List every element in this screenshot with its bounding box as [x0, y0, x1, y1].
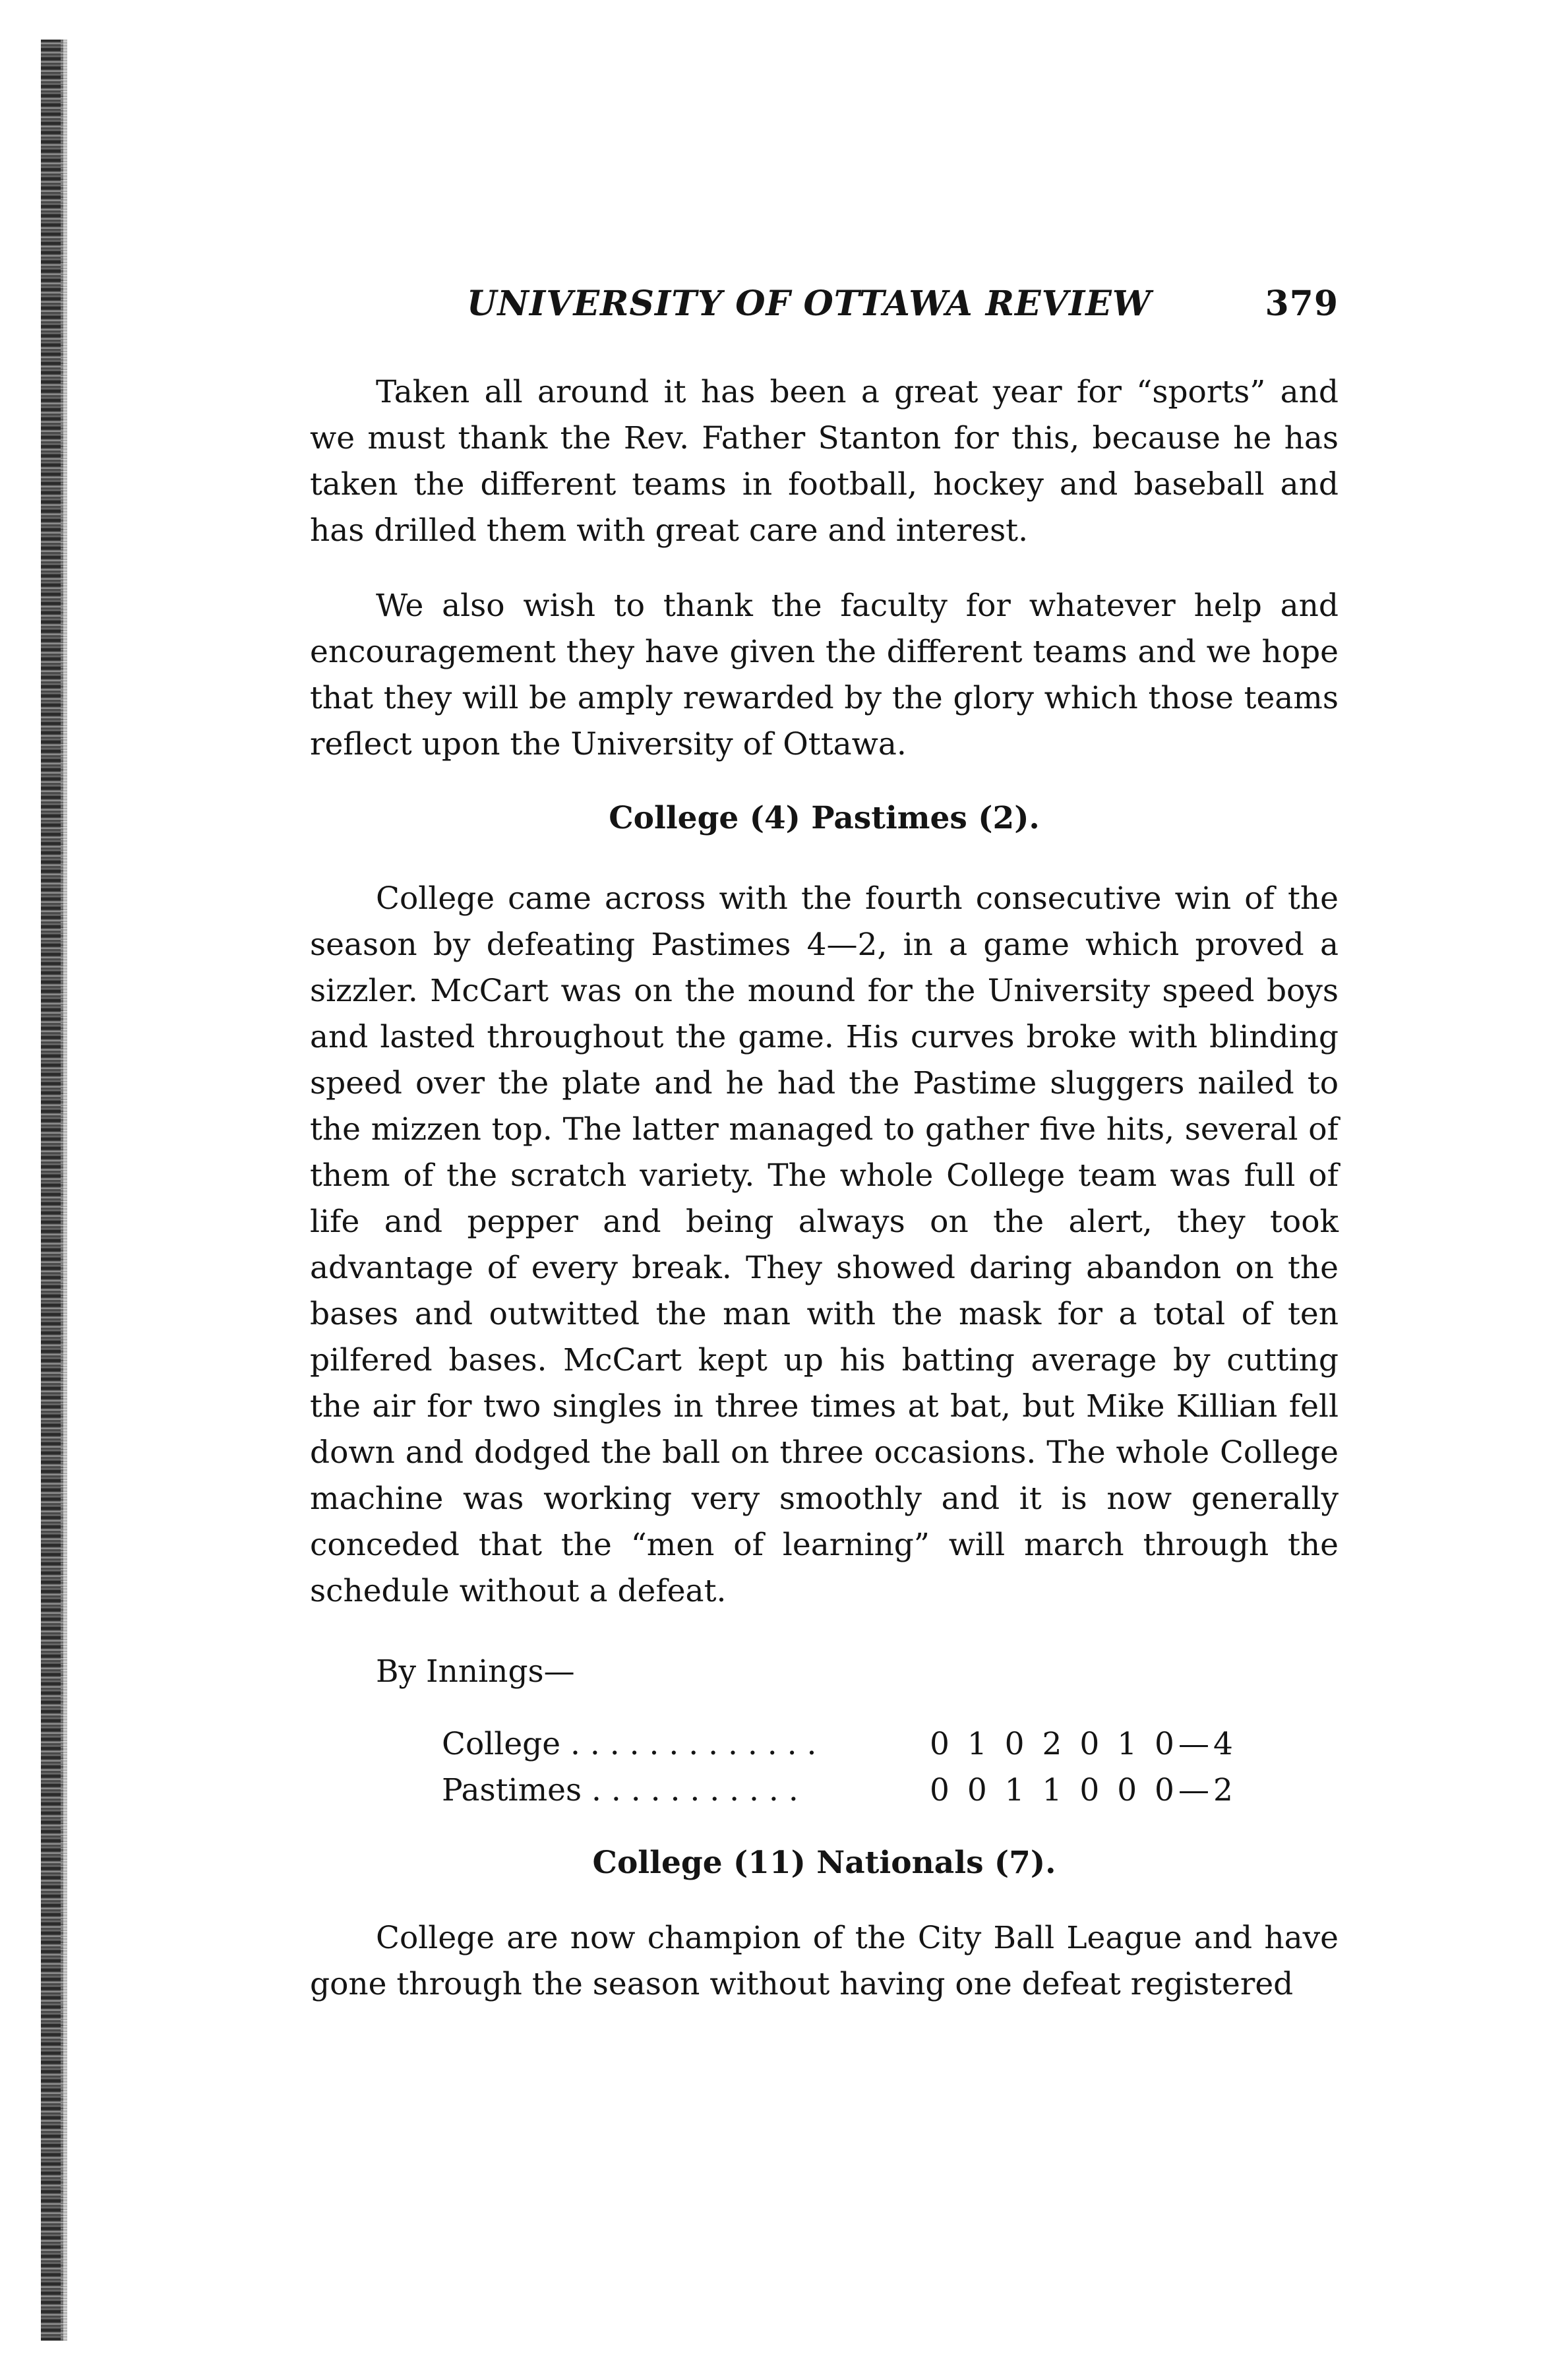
heading-game-pastimes: College (4) Pastimes (2). [609, 800, 1040, 836]
innings-table [442, 1721, 1339, 1814]
paragraph-faculty-thanks: We also wish to thank the faculty for whatever help and encouragement they have given the different teams and we hope that they will be amply rewarded by the glory which those teams reflect upon the University of Ottawa. [310, 588, 1339, 762]
innings-score: 0 0 1 1 0 0 0—2 [930, 1772, 1237, 1808]
innings-row-college [442, 1721, 1339, 1768]
innings-row-pastimes [442, 1768, 1339, 1814]
paragraph-champion: College are now champion of the City Ball League and have gone through the season without having one defeat registered [310, 1920, 1339, 2002]
paragraph-sports-year: Taken all around it has been a great year for “sports” and we must thank the Rev. Father Stanton for this, because he has taken the different teams in football, hockey and baseball and has drilled them with great care and interest. [310, 374, 1339, 549]
scan-binding-edge [41, 40, 63, 2341]
paragraph-game-report: College came across with the fourth consecutive win of the season by defeating Pastimes 4—2, in a game which proved a sizzler. McCart was on the mound for the University speed boys and lasted throughout the game. His curves broke with blinding speed over the plate and he had the Pastime sluggers nailed to the mizzen top. The latter managed to gather five hits, several of them of the scratch variety. The whole College team was full of life and pepper and being always on the alert, they took advantage of every break. They showed daring abandon on the bases and outwitted the man with the mask for a total of ten pilfered bases. McCart kept up his batting average by cutting the air for two singles in three times at bat, but Mike Killian fell down and dodged the ball on three occasions. The whole College machine was working very smoothly and it is now generally conceded that the “men of learning” will march through the schedule without a defeat. [310, 880, 1339, 1609]
page-number: 379 [1265, 284, 1339, 324]
page-header [310, 277, 1339, 336]
innings-label: By Innings— [376, 1653, 575, 1690]
innings-score: 0 1 0 2 0 1 0—4 [930, 1726, 1237, 1762]
innings-team-name: College . . . . . . . . . . . . . [442, 1726, 817, 1762]
running-title: UNIVERSITY OF OTTAWA REVIEW [467, 284, 1152, 324]
document-page [310, 277, 1339, 2008]
heading-game-nationals: College (11) Nationals (7). [592, 1845, 1056, 1881]
innings-team-name: Pastimes . . . . . . . . . . . [442, 1772, 799, 1808]
